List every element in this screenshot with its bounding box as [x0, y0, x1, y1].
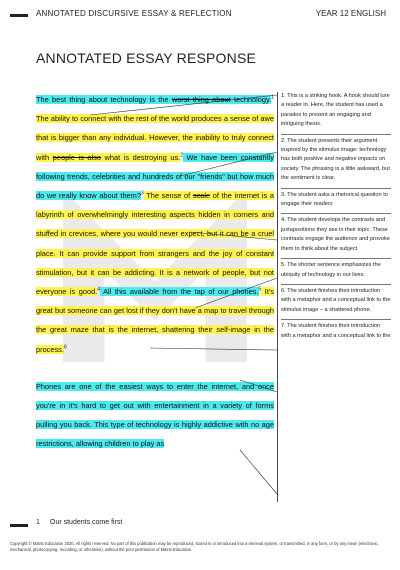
- annotation-6: 6. The student finishes their introduction with a metaphor and a conceptual link to the stimulus image – a shattered phone.: [281, 287, 391, 320]
- essay-body: [36, 90, 274, 454]
- annotation-divider: [277, 92, 278, 502]
- essay-strikethrough: scale: [192, 191, 211, 201]
- essay-text: what is destroying us.: [100, 152, 181, 162]
- annotation-marker: 6: [63, 344, 67, 351]
- essay-text: technology.: [230, 95, 272, 104]
- essay-text: It's great but someone can get lost if they don't have a map to travel through the great maze that is the internet, shattering their self-image in the process.: [36, 287, 274, 354]
- essay-text: The sense of: [143, 191, 193, 201]
- essay-text: Phones are one of the easiest ways to enter the internet, and once you're in it's hard to get out with entertainment in a variety of forms pulling you back. This type of technology is highly addictive with no age restrictions, allowing children to play as: [36, 381, 274, 449]
- header-title: ANNOTATED DISCURSIVE ESSAY & REFLECTION: [36, 9, 232, 18]
- essay-text: of the internet is a labyrinth of overwhelmingly interesting aspects hidden in corners and stuffed in crevices, where you would never expect, but it can be a cruel place. It can provide support from strangers and the joy of constant stimulation, but it can be addicting. It is a network of people, but not everyone is good.: [36, 191, 274, 297]
- footer-tagline: Our students come first: [50, 519, 123, 526]
- essay-strikethrough: people is also: [52, 152, 101, 162]
- essay-strikethrough: worst thing about: [171, 95, 231, 104]
- annotations-column: [281, 92, 391, 347]
- page-number: 1: [36, 519, 40, 526]
- essay-text: We have been constantly following trends, celebrities and hundreds of our "friends" but how much do we really know about them?: [36, 152, 274, 201]
- essay-text: The best thing about technology is the: [36, 95, 172, 104]
- essay-text: The ability to connect with the rest of the world produces a sense of awe that is bigger than any individual. However, the inability to truly connect with: [36, 114, 274, 162]
- page-title: ANNOTATED ESSAY RESPONSE: [36, 50, 257, 66]
- annotation-marker: 2: [180, 152, 183, 159]
- annotation-3: 3. The student asks a rhetorical question to engage their readers: [281, 191, 391, 215]
- annotation-5: 5. The shorter sentence emphasizes the ubiquity of technology in our lives.: [281, 261, 391, 285]
- essay-paragraph-1: [36, 90, 274, 359]
- essay-text: All this available from the tap of our phones.: [100, 287, 259, 297]
- footer-rule: [10, 524, 28, 527]
- annotation-2: 2. The student presents their argument inspired by the stimulus image: technology has both positive and negative impacts on society. The phrasing is a little awkward, but the sentiment is clear.: [281, 137, 391, 189]
- copyright-notice: Copyright © Matrix Education 2020. All rights reserved. No part of this publication may be reproduced, stored in or introduced into a retrieval system, or transmitted, in any form, or by any mean (electronic, mechanical, photocopying, recording, or otherwise), without the prior permission of Matrix Education.: [10, 541, 379, 552]
- annotation-marker: 3: [140, 190, 144, 197]
- annotation-marker: 4: [97, 286, 101, 293]
- header-rule: [10, 14, 28, 17]
- header-year: YEAR 12 ENGLISH: [315, 9, 386, 18]
- annotation-marker: 1: [271, 94, 274, 101]
- essay-paragraph-2: [36, 377, 274, 454]
- annotation-7: 7. The student finishes their introduction with a metaphor and a conceptual link to the: [281, 323, 391, 339]
- annotation-4: 4. The student develops the contrasts and juxtapositions they see in their topic. These contrasts engage the audience and provoke them to think about the subject: [281, 216, 391, 259]
- annotation-1: 1. This is a striking hook. A hook should lure a reader in. Here, the student has used a paradox to present an engaging and intriguing thesis.: [281, 92, 391, 135]
- annotation-marker: 5: [258, 286, 262, 293]
